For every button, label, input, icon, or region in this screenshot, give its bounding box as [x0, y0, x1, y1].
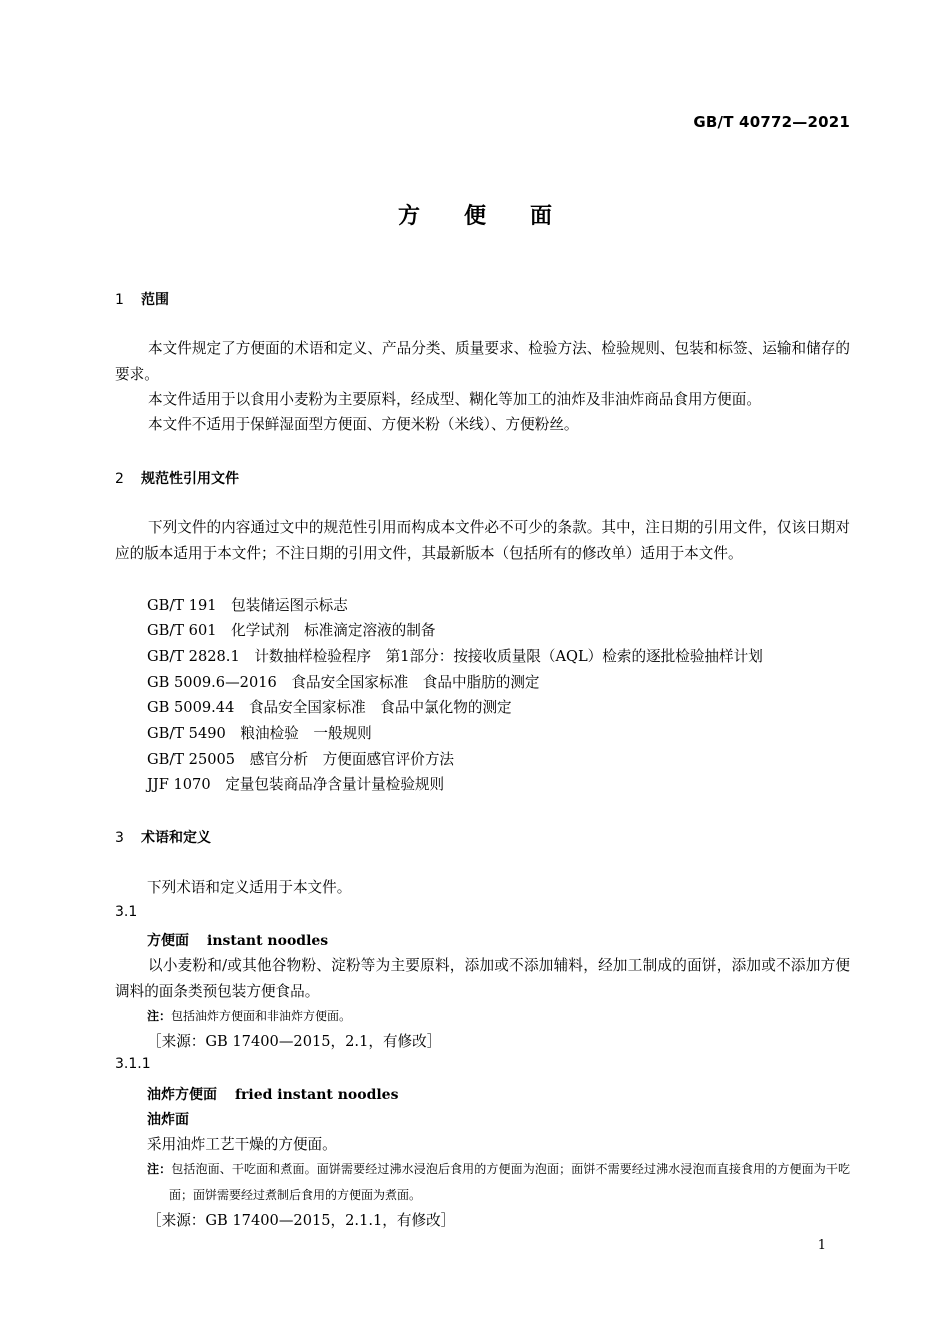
section-number: 1	[115, 292, 124, 308]
note-text: 包括油炸方便面和非油炸方便面。	[171, 1009, 352, 1023]
term-heading	[147, 1084, 398, 1104]
reference-item: GB/T 191 包装储运图示标志	[147, 597, 348, 614]
term-number: 3.1.1	[115, 1056, 151, 1072]
paragraph: 下列文件的内容通过文中的规范性引用而构成本文件必不可少的条款。其中，注日期的引用文件，仅该日期对应的版本适用于本文件；不注日期的引用文件，其最新版本（包括所有的修改单）适用于本文件。	[115, 519, 850, 562]
note-label: 注：	[147, 1162, 172, 1176]
term-heading	[147, 930, 328, 950]
term-source: ［来源：GB 17400—2015，2.1，有修改］	[147, 1033, 442, 1050]
term-definition: 以小麦粉和/或其他谷物粉、淀粉等为主要原料，添加或不添加辅料，经加工制成的面饼，添加或不添加方便调料的面条类预包装方便食品。	[115, 957, 850, 1000]
term-number: 3.1	[115, 904, 138, 920]
reference-item: JJF 1070 定量包装商品净含量计量检验规则	[147, 776, 445, 793]
note-label: 注：	[147, 1009, 172, 1023]
section-number: 2	[115, 471, 124, 487]
reference-item: GB 5009.44 食品安全国家标准 食品中氯化物的测定	[147, 699, 512, 716]
note-text: 包括泡面、干吃面和煮面。面饼需要经过沸水浸泡后食用的方便面为泡面；面饼不需要经过沸水浸泡而直接食用的方便面为干吃面；面饼需要经过煮制后食用的方便面为煮面。	[169, 1162, 850, 1202]
paragraph: 本文件适用于以食用小麦粉为主要原料，经成型、糊化等加工的油炸及非油炸商品食用方便面。	[148, 391, 761, 408]
document-title: 方便面	[397, 204, 596, 229]
paragraph: 下列术语和定义适用于本文件。	[147, 879, 352, 896]
page-number: 1	[817, 1238, 826, 1253]
term-synonym: 油炸面	[147, 1112, 189, 1128]
term-definition: 采用油炸工艺干燥的方便面。	[147, 1136, 337, 1153]
standard-number: GB/T 40772—2021	[693, 113, 850, 131]
term-en: fried instant noodles	[235, 1087, 399, 1103]
term-cn: 方便面	[147, 933, 189, 949]
paragraph: 本文件规定了方便面的术语和定义、产品分类、质量要求、检验方法、检验规则、包装和标签、运输和储存的要求。	[115, 340, 850, 383]
section-3-heading	[115, 827, 211, 847]
section-1-heading	[115, 289, 169, 309]
term-note	[147, 1004, 850, 1029]
reference-item: GB 5009.6—2016 食品安全国家标准 食品中脂肪的测定	[147, 674, 540, 691]
term-cn: 油炸方便面	[147, 1087, 217, 1103]
reference-item: GB/T 5490 粮油检验 一般规则	[147, 725, 372, 742]
section-title: 术语和定义	[141, 830, 211, 846]
section-2-heading	[115, 468, 239, 488]
reference-item: GB/T 25005 感官分析 方便面感官评价方法	[147, 751, 455, 768]
section-title: 规范性引用文件	[141, 471, 239, 487]
term-source: ［来源：GB 17400—2015，2.1.1，有修改］	[147, 1212, 456, 1229]
term-note	[147, 1156, 850, 1208]
section-title: 范围	[141, 292, 169, 308]
paragraph: 本文件不适用于保鲜湿面型方便面、方便米粉（米线）、方便粉丝。	[148, 416, 579, 433]
reference-item: GB/T 601 化学试剂 标准滴定溶液的制备	[147, 622, 436, 639]
reference-item: GB/T 2828.1 计数抽样检验程序 第1部分：按接收质量限（AQL）检索的逐批检验抽样计划	[147, 648, 763, 665]
term-en: instant noodles	[207, 933, 329, 949]
section-number: 3	[115, 830, 124, 846]
